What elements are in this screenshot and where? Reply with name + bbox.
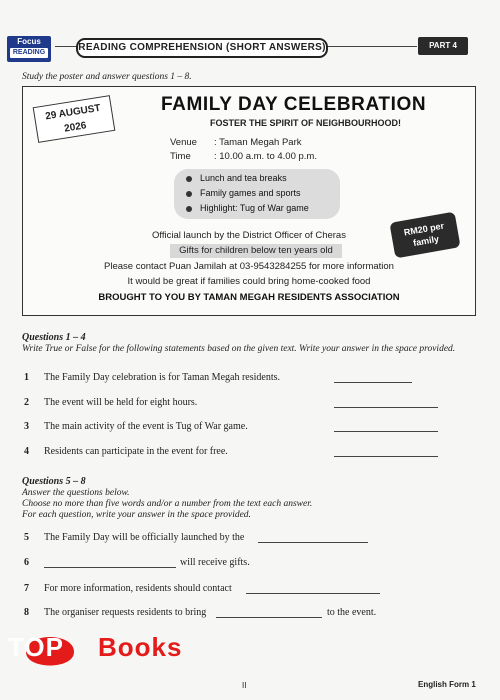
price-line-1: RM20 per [403, 220, 445, 238]
bullet-icon [186, 206, 192, 212]
list-item [186, 173, 287, 183]
question-number: 6 [24, 557, 29, 568]
question-text: The main activity of the event is Tug of War game. [44, 421, 248, 432]
question-text: will receive gifts. [180, 557, 250, 568]
date-line-1: 29 AUGUST [44, 102, 102, 123]
contact-text: Please contact Puan Jamilah at 03-9543284255 for more information [104, 261, 394, 272]
poster-title: FAMILY DAY CELEBRATION [161, 94, 427, 115]
event-label: Highlight: Tug of War game [200, 203, 309, 213]
event-label: Family games and sports [200, 188, 301, 198]
answer-blank-1[interactable] [334, 382, 412, 383]
question-number: 3 [24, 421, 29, 432]
bullet-icon [186, 191, 192, 197]
question-text: The Family Day celebration is for Taman Megah residents. [44, 372, 280, 383]
venue-value: : Taman Megah Park [214, 137, 302, 148]
answer-blank-2[interactable] [334, 407, 438, 408]
brand-top: TOP [8, 632, 64, 662]
food-text: It would be great if families could bring home-cooked food [127, 276, 371, 287]
focus-reading-logo [7, 36, 51, 62]
date-badge [33, 95, 116, 143]
question-number: 2 [24, 397, 29, 408]
time-value: : 10.00 a.m. to 4.00 p.m. [214, 151, 317, 162]
question-text: For more information, residents should contact [44, 583, 232, 594]
bullet-icon [186, 176, 192, 182]
section-1-instruction: Write True or False for the following statements based on the given text. Write your answer in the space provided. [22, 344, 456, 354]
price-line-2: family [412, 233, 440, 249]
question-text: The organiser requests residents to bring [44, 607, 207, 618]
question-number: 1 [24, 372, 29, 383]
section-title: READING COMPREHENSION (SHORT ANSWERS) [76, 38, 328, 58]
poster-subtitle: FOSTER THE SPIRIT OF NEIGHBOURHOOD! [210, 118, 402, 128]
poster [22, 86, 476, 316]
event-label: Lunch and tea breaks [200, 173, 287, 183]
answer-blank-5[interactable] [258, 542, 368, 543]
answer-blank-8[interactable] [216, 617, 322, 618]
organiser-text: BROUGHT TO YOU BY TAMAN MEGAH RESIDENTS ASSOCIATION [98, 292, 400, 303]
events-list [174, 169, 340, 219]
part-tag: PART 4 [418, 37, 468, 55]
section-2-instruction-1: Answer the questions below. [22, 488, 130, 498]
section-2-instruction-2: Choose no more than five words and/or a number from the text each answer. [22, 499, 313, 509]
page-number: II [242, 681, 247, 690]
question-number: 7 [24, 583, 29, 594]
gifts-text: Gifts for children below ten years old [170, 244, 342, 258]
question-number: 4 [24, 446, 29, 457]
section-2-instruction-3: For each question, write your answer in the space provided. [22, 510, 251, 520]
study-instruction: Study the poster and answer questions 1 – 8. [22, 72, 192, 82]
answer-blank-4[interactable] [334, 456, 438, 457]
answer-blank-3[interactable] [334, 431, 438, 432]
time-label: Time [170, 151, 191, 162]
question-number: 5 [24, 532, 29, 543]
brand-books: Books [98, 632, 183, 662]
form-label: English Form 1 [418, 680, 476, 689]
date-line-2: 2026 [63, 120, 88, 135]
logo-top-text: Focus [17, 37, 41, 46]
question-text: The Family Day will be officially launched by the [44, 532, 245, 543]
list-item [186, 203, 309, 213]
list-item [186, 188, 301, 198]
price-badge [389, 212, 460, 259]
question-number: 8 [24, 607, 29, 618]
question-text: Residents can participate in the event for free. [44, 446, 228, 457]
answer-blank-6[interactable] [44, 567, 176, 568]
section-2-heading: Questions 5 – 8 [22, 476, 86, 487]
question-text-end: to the event. [327, 607, 377, 618]
logo-bottom-text: READING [10, 48, 48, 58]
section-1-heading: Questions 1 – 4 [22, 332, 86, 343]
launch-text: Official launch by the District Officer of Cheras [152, 230, 346, 241]
answer-blank-7[interactable] [246, 593, 380, 594]
venue-label: Venue [170, 137, 197, 148]
question-text: The event will be held for eight hours. [44, 397, 198, 408]
